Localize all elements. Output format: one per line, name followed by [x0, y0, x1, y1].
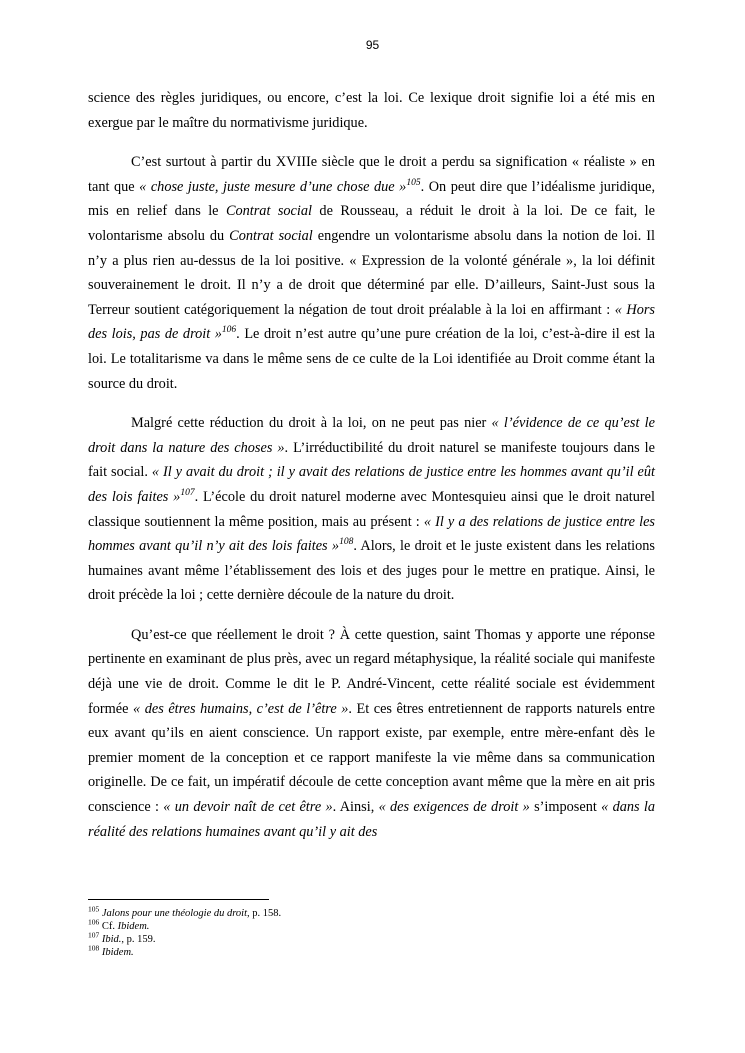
footnote-107: [88, 930, 655, 946]
text-run: Cf.: [101, 921, 118, 932]
text-run: C’est surtout à partir du XVIIIe siècle que le droit a perdu sa signification « réaliste » en tant que: [88, 154, 655, 195]
paragraph-4: [88, 623, 655, 844]
paragraph-3: [88, 411, 655, 608]
footnotes: [88, 904, 655, 959]
text-run: engendre un volontarisme absolu dans la notion de loi. Il n’y a plus rien au-dessus de la loi positive. « Expression de la volonté générale », la loi définit souverainement le droit. Il n’y a de droit que déterminé par elle. D’ailleurs, Saint-Just sous la Terreur soutient catégoriquement la négation de tout droit préalable à la loi en affirmant :: [88, 227, 655, 318]
italic-text: Jalons pour une théologie du droit,: [101, 908, 250, 919]
italic-text: « un devoir naît de cet être »: [163, 799, 333, 816]
text-run: . L’école du droit naturel moderne avec Montesquieu ainsi que le droit naturel classique soutiennent la même position, mais au présent :: [88, 488, 656, 530]
footnote-reference: 108: [339, 537, 354, 548]
footnote-number: 105: [88, 904, 100, 914]
italic-text: Contrat social: [225, 203, 312, 220]
text-run: Qu’est-ce que réellement le droit ? À cette question, saint Thomas y apporte une réponse pertinente en examinant de plus près, avec un regard métaphysique, la réalité sociale qui manifeste déjà une vie de droit. Comme le dit le P. André-Vincent, cette réalité sociale est évidemment formée: [88, 626, 655, 717]
body-text: [88, 86, 655, 844]
footnote-106: [88, 917, 655, 933]
footnote-number: 106: [88, 917, 100, 927]
text-run: . On peut dire que l’idéalisme juridique, mis en relief dans le: [88, 178, 656, 220]
text-run: s’imposent: [529, 799, 602, 816]
italic-text: « dans la réalité des relations humaines avant qu’il y ait des: [88, 799, 656, 840]
text-run: p. 158.: [249, 908, 282, 919]
paragraph-1: [88, 86, 655, 135]
text-run: . Ainsi,: [332, 799, 379, 816]
footnote-reference: 107: [180, 488, 195, 499]
italic-text: « Hors des lois, pas de droit »: [88, 301, 655, 343]
italic-text: « Il y avait du droit ; il y avait des relations de justice entre les hommes avant qu’il eût des lois faites »: [88, 464, 655, 505]
text-run: . Le droit n’est autre qu’une pure création de la loi, c’est-à-dire il est la loi. Le totalitarisme va dans le même sens de ce culte de la Loi identifiée au Droit comme étant la source du droit.: [88, 326, 656, 392]
text-run: . Alors, le droit et le juste existent dans les relations humaines avant même l’établissement des lois et des juges pour le mettre en pratique. Ainsi, le droit précède la loi ; cette dernière découle de la nature du droit.: [88, 538, 655, 604]
footnote-reference: 106: [221, 325, 237, 336]
text-run: . Et ces êtres entretiennent de rapports naturels entre eux avant qu’ils en aient conscience. Un rapport existe, par exemple, entre mère-enfant dès le premier moment de la conception et ce rapport manifeste la vie même dans sa communication originelle. De ce fait, un impératif découle de cette conception avant même que la mère en ait pris conscience :: [88, 700, 656, 816]
footnote-separator: [88, 899, 269, 900]
footnote-number: 108: [88, 943, 100, 953]
italic-text: « Il y a des relations de justice entre les hommes avant qu’il n’y ait des lois faites »: [88, 513, 655, 555]
text-run: , p. 159.: [121, 934, 156, 945]
italic-text: « l’évidence de ce qu’est le droit dans la nature des choses »: [88, 415, 655, 456]
text-run: de Rousseau, a réduit le droit à la loi. De ce fait, le volontarisme absolu du: [88, 203, 655, 244]
text-run: science des règles juridiques, ou encore, c’est la loi. Ce lexique droit signifie loi a été mis en exergue par le maître du normativisme juridique.: [88, 90, 655, 131]
italic-text: Ibidem.: [101, 947, 134, 958]
paragraph-2: [88, 150, 655, 396]
italic-text: Contrat social: [229, 227, 313, 244]
italic-text: Ibid.: [101, 934, 122, 945]
footnote-reference: 105: [406, 178, 421, 189]
italic-text: Ibidem.: [117, 921, 150, 932]
italic-text: « des êtres humains, c’est de l’être »: [133, 700, 349, 717]
footnote-108: [88, 943, 655, 959]
text-run: Malgré cette réduction du droit à la loi, on ne peut pas nier: [131, 415, 492, 432]
footnote-105: [88, 904, 655, 920]
page-number: 95: [365, 38, 380, 52]
italic-text: « des exigences de droit »: [378, 799, 530, 816]
text-run: . L’irréductibilité du droit naturel se manifeste toujours dans le fait social.: [88, 439, 655, 481]
italic-text: « chose juste, juste mesure d’une chose due »: [139, 178, 407, 195]
footnote-number: 107: [88, 930, 100, 940]
